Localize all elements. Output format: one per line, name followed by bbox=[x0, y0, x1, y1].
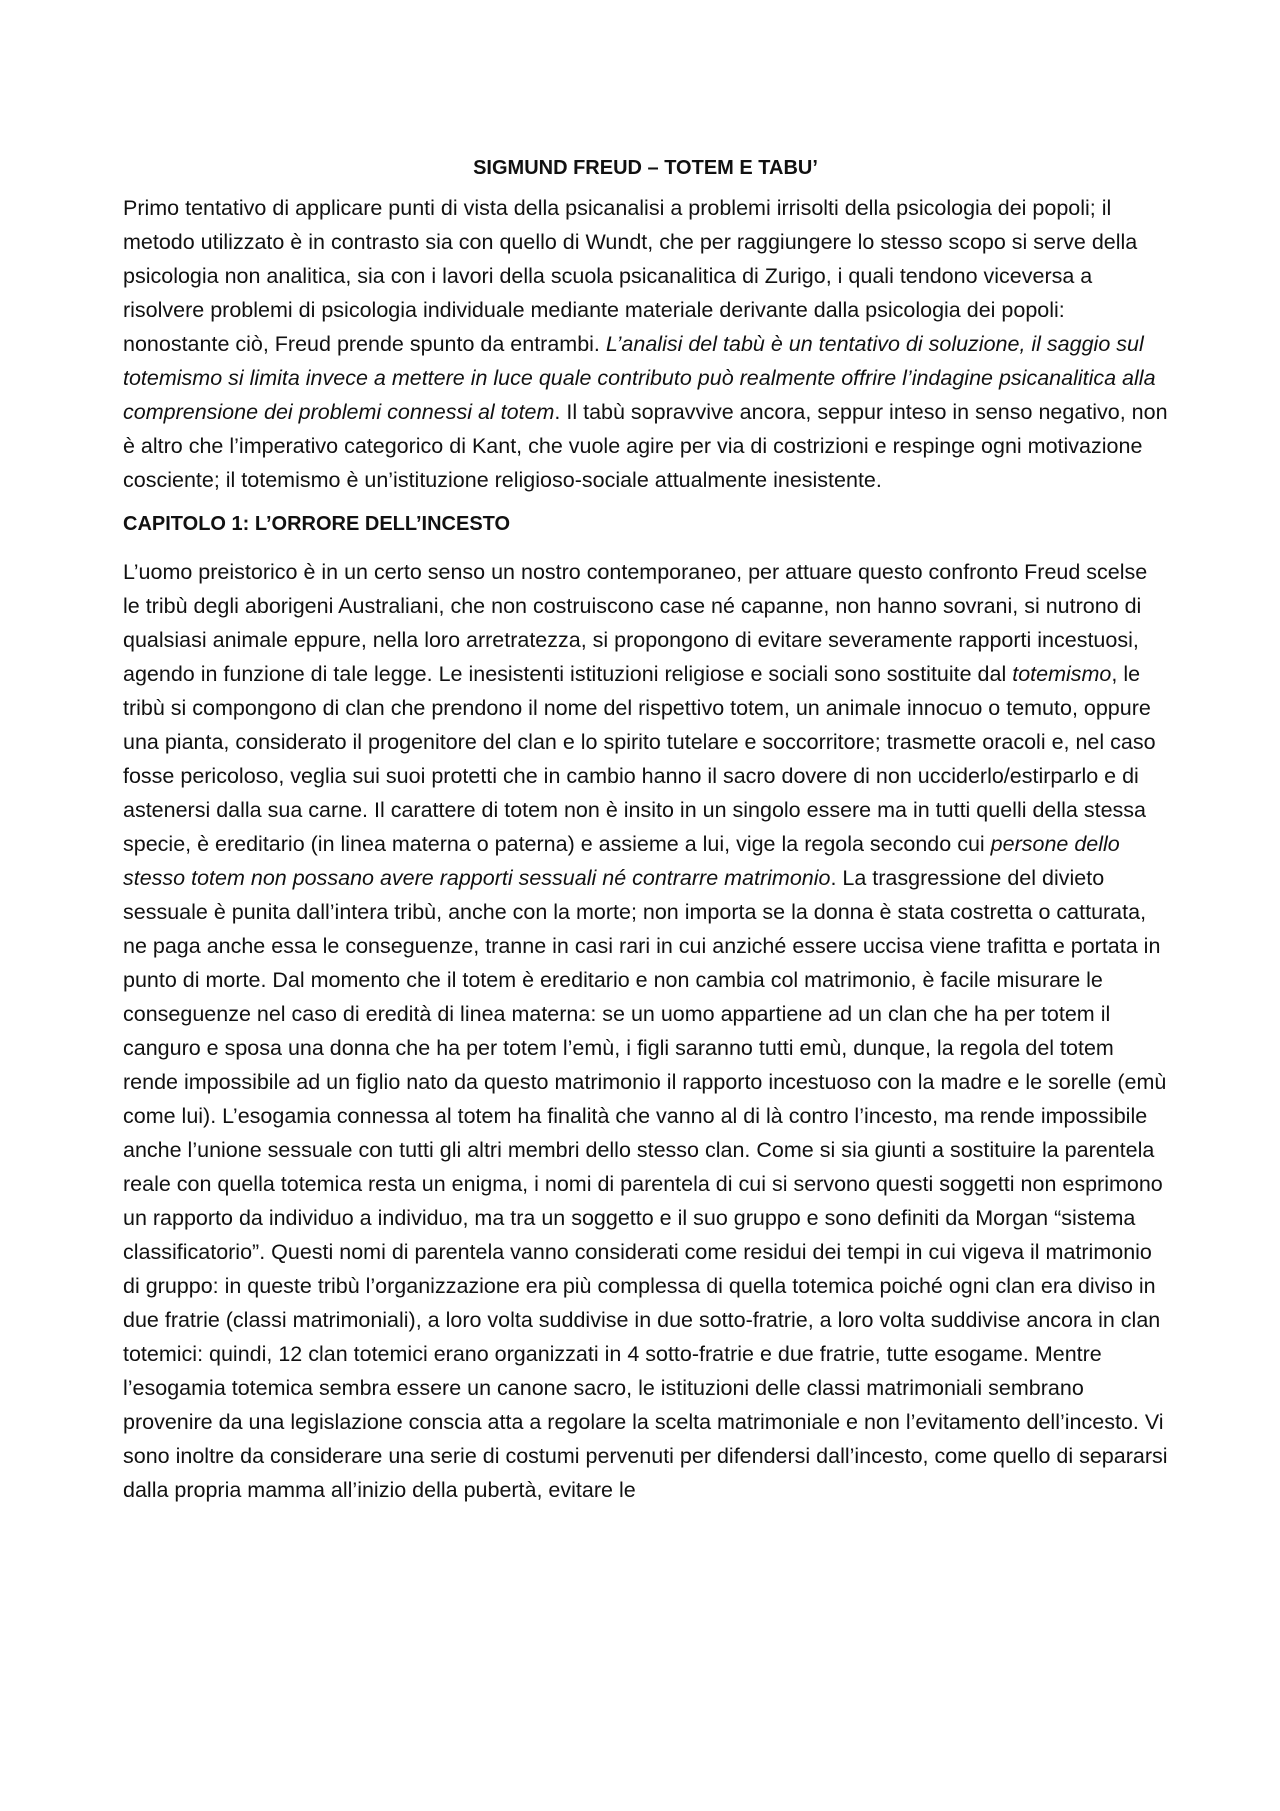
intro-sentence-3: . Il tabù sopravvive ancora, seppur inteso in senso negativo, non è altro che l’imperativo categorico di Kant, che vuole agire per via di costrizioni e respinge ogni motivazione cosciente; il totemismo è un’istituzione religioso-sociale attualmente inesistente. bbox=[123, 400, 1168, 492]
chapter-1-heading: CAPITOLO 1: L’ORRORE DELL’INCESTO bbox=[123, 513, 511, 535]
chapter-1-text-part-3: . La trasgressione del divieto sessuale è punita dall’intera tribù, anche con la morte; non importa se la donna è stata costretta o catturata, ne paga anche essa le conseguenze, tranne in casi rari in cui anziché essere uccisa viene trafitta e portata in punto di morte. Dal momento che il totem è ereditario e non cambia col matrimonio, è facile misurare le conseguenze nel caso di eredità di linea materna: se un uomo appartiene ad un clan che ha per totem il canguro e sposa una donna che ha per totem l’emù, i figli saranno tutti emù, dunque, la regola del totem rende impossibile ad un figlio nato da questo matrimonio il rapporto incestuoso con la madre e le sorelle (emù come lui). L’esogamia connessa al totem ha finalità che vanno al di là contro l’incesto, ma rende impossibile anche l’unione sessuale con tutti gli altri membri dello stesso clan. Come si sia giunti a sostituire la parentela reale con quella totemica resta un enigma, i nomi di parentela di cui si servono questi soggetti non esprimono un rapporto da individuo a individuo, ma tra un soggetto e il suo gruppo e sono definiti da Morgan “sistema classificatorio”. Questi nomi di parentela vanno considerati come residui dei tempi in cui vigeva il matrimonio di gruppo: in queste tribù l’organizzazione era più complessa di quella totemica poiché ogni clan era diviso in due fratrie (classi matrimoniali), a loro volta suddivise in due sotto-fratrie, a loro volta suddivise ancora in clan totemici: quindi, 12 clan totemici erano organizzati in 4 sotto-fratrie e due fratrie, tutte esogame. Mentre l’esogamia totemica sembra essere un canone sacro, le istituzioni delle classi matrimoniali sembrano provenire da una legislazione conscia atta a regolare la scelta matrimoniale e non l’evitamento dell’incesto. Vi sono inoltre da considerare una serie di costumi pervenuti per difendersi dall’incesto, come quello di separarsi dalla propria mamma all’inizio della pubertà, evitare le bbox=[123, 866, 1168, 1502]
document-body bbox=[123, 155, 1168, 1507]
chapter-1-italic-totemismo: totemismo bbox=[1012, 662, 1112, 686]
chapter-1-italic-rule: persone dello stesso totem non possano avere rapporti sessuali né contrarre matrimonio bbox=[123, 832, 1120, 890]
chapter-1-paragraph bbox=[123, 555, 1168, 1507]
chapter-1-text-part-2: , le tribù si compongono di clan che prendono il nome del rispettivo totem, un animale innocuo o temuto, oppure una pianta, considerato il progenitore del clan e lo spirito tutelare e soccorritore; trasmette oracoli e, nel caso fosse pericoloso, veglia sui suoi protetti che in cambio hanno il sacro dovere di non ucciderlo/estirparlo e di astenersi dalla sua carne. Il carattere di totem non è insito in un singolo essere ma in tutti quelli della stessa specie, è ereditario (in linea materna o paterna) e assieme a lui, vige la regola secondo cui bbox=[123, 662, 1156, 856]
document-title: SIGMUND FREUD – TOTEM E TABU’ bbox=[473, 157, 818, 179]
chapter-1-text-part-1: L’uomo preistorico è in un certo senso un nostro contemporaneo, per attuare questo confronto Freud scelse le tribù degli aborigeni Australiani, che non costruiscono case né capanne, non hanno sovrani, si nutrono di qualsiasi animale eppure, nella loro arretratezza, si propongono di evitare severamente rapporti incestuosi, agendo in funzione di tale legge. Le inesistenti istituzioni religiose e sociali sono sostituite dal bbox=[123, 560, 1148, 686]
intro-sentence-1: Primo tentativo di applicare punti di vista della psicanalisi a problemi irrisolti della psicologia dei popoli; il metodo utilizzato è in contrasto sia con quello di Wundt, che per raggiungere lo stesso scopo si serve della psicologia non analitica, sia con i lavori della scuola psicanalitica di Zurigo, i quali tendono viceversa a risolvere problemi di psicologia individuale mediante materiale derivante dalla psicologia dei popoli: nonostante ciò, Freud prende spunto da entrambi. bbox=[123, 196, 1138, 356]
intro-italic-passage: L’analisi del tabù è un tentativo di soluzione, il saggio sul totemismo si limita invece a mettere in luce quale contributo può realmente offrire l’indagine psicanalitica alla comprensione dei problemi connessi al totem bbox=[123, 332, 1156, 424]
intro-paragraph bbox=[123, 191, 1168, 497]
